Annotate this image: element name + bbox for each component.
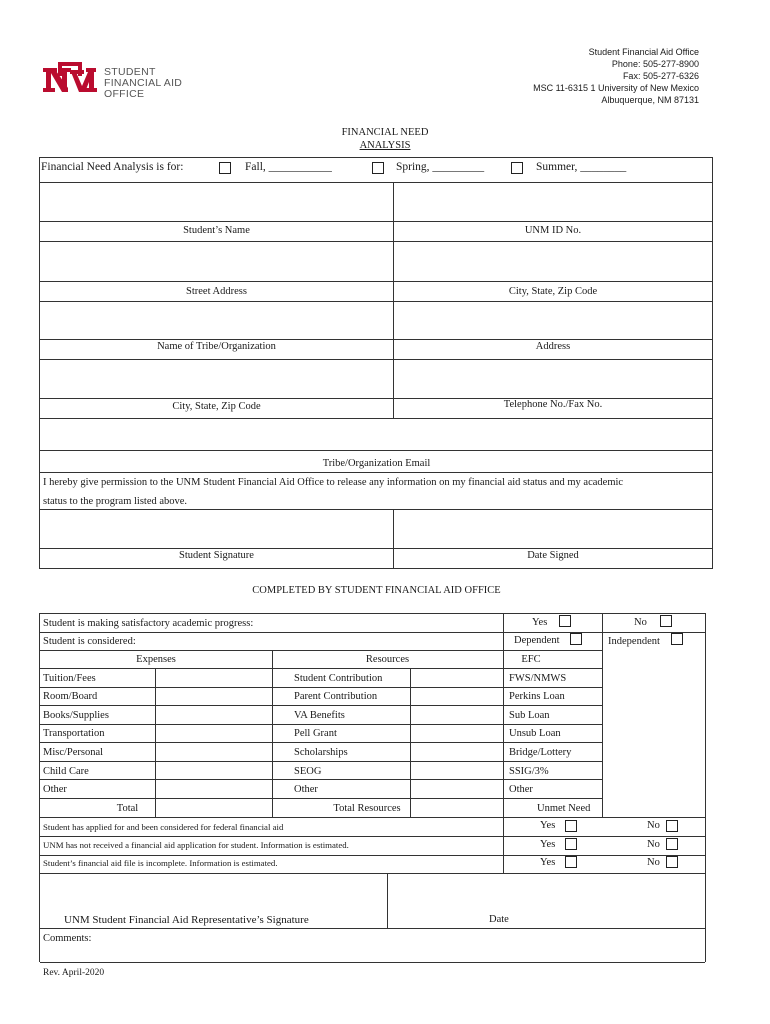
expense-childcare: Child Care (43, 766, 89, 777)
resource-parent-contribution: Parent Contribution (294, 691, 378, 702)
telephone-input[interactable] (395, 360, 711, 397)
office-address: MSC 11-6315 1 University of New Mexico (533, 83, 699, 93)
telephone-label: Telephone No./Fax No. (503, 399, 603, 410)
statement-applied-yes-checkbox[interactable] (565, 820, 577, 832)
summer-checkbox[interactable] (511, 162, 523, 174)
city-state-zip-label: City, State, Zip Code (508, 286, 598, 297)
tribe-city-input[interactable] (41, 360, 392, 397)
efc-header: EFC (521, 654, 541, 665)
spring-checkbox[interactable] (372, 162, 384, 174)
statement-applied-no-checkbox[interactable] (666, 820, 678, 832)
total-label: Total (116, 803, 139, 814)
statement-applied-no-label: No (647, 820, 660, 831)
tribe-name-input[interactable] (41, 302, 392, 338)
office-phone: Phone: 505-277-8900 (611, 59, 699, 69)
rep-signature-input[interactable] (41, 874, 386, 913)
office-name: Student Financial Aid Office (588, 47, 699, 57)
statement-applied-yes-label: Yes (540, 820, 556, 831)
office-city: Albuquerque, NM 87131 (601, 95, 699, 105)
summer-field[interactable]: Summer, ________ (536, 161, 627, 173)
date-signed-label: Date Signed (527, 550, 579, 561)
dependent-label: Dependent (514, 635, 560, 646)
spring-field[interactable]: Spring, _________ (396, 161, 485, 173)
expense-room: Room/Board (43, 691, 98, 702)
tribe-email-input[interactable] (41, 419, 711, 449)
statement-incomplete-no-checkbox[interactable] (666, 856, 678, 868)
dependent-checkbox[interactable] (570, 633, 582, 645)
fall-checkbox[interactable] (219, 162, 231, 174)
statement-incomplete-yes-checkbox[interactable] (565, 856, 577, 868)
comments-input[interactable] (100, 929, 704, 961)
form-title-line2: ANALYSIS (359, 140, 411, 151)
expense-misc: Misc/Personal (43, 747, 104, 758)
independent-label: Independent (608, 636, 660, 647)
aid-sub-loan: Sub Loan (509, 710, 550, 721)
statement-no-application-no-label: No (647, 839, 660, 850)
unm-id-label: UNM ID No. (524, 225, 582, 236)
revision-note: Rev. April-2020 (43, 968, 105, 978)
office-fax: Fax: 505-277-6326 (622, 71, 699, 81)
resource-scholarships: Scholarships (294, 747, 348, 758)
comments-label: Comments: (43, 933, 92, 944)
expense-tuition: Tuition/Fees (43, 673, 96, 684)
expense-books: Books/Supplies (43, 710, 109, 721)
tribe-address-input[interactable] (395, 302, 711, 338)
unm-logo-icon (42, 62, 98, 98)
resource-pell-grant: Pell Grant (294, 728, 337, 739)
statement-no-application-yes-checkbox[interactable] (565, 838, 577, 850)
progress-yes-label: Yes (532, 617, 548, 628)
unm-id-input[interactable] (395, 183, 711, 220)
statement-applied: Student has applied for and been considered for federal financial aid (43, 822, 284, 832)
street-address-input[interactable] (41, 242, 392, 280)
resource-other: Other (294, 784, 318, 795)
tribe-name-label: Name of Tribe/Organization (157, 341, 276, 352)
city-state-zip-input[interactable] (395, 242, 711, 280)
rep-date-input[interactable] (389, 874, 704, 913)
statement-no-application: UNM has not received a financial aid application for student. Information is estimated. (43, 840, 349, 850)
office-section-heading: COMPLETED BY STUDENT FINANCIAL AID OFFICE (252, 585, 501, 596)
expense-other: Other (43, 784, 67, 795)
aid-unsub-loan: Unsub Loan (509, 728, 561, 739)
tribe-city-label: City, State, Zip Code (172, 401, 261, 412)
fall-field[interactable]: Fall, ___________ (245, 161, 332, 173)
tribe-address-label: Address (535, 341, 571, 352)
statement-incomplete: Student’s financial aid file is incomplete. Information is estimated. (43, 858, 278, 868)
resource-va-benefits: VA Benefits (294, 710, 345, 721)
student-signature-label: Student Signature (179, 550, 254, 561)
analysis-for-label: Financial Need Analysis is for: (41, 161, 184, 173)
student-name-input[interactable] (41, 183, 392, 220)
considered-label: Student is considered: (43, 636, 136, 647)
expense-transportation: Transportation (43, 728, 105, 739)
aid-ssig: SSIG/3% (509, 766, 549, 777)
aid-perkins: Perkins Loan (509, 691, 565, 702)
permission-text-line2: status to the program listed above. (43, 496, 188, 507)
student-name-label: Student’s Name (183, 225, 250, 236)
resource-seog: SEOG (294, 766, 322, 777)
street-address-label: Street Address (186, 286, 247, 297)
logo-text-line1: STUDENT (104, 66, 156, 78)
date-signed-input[interactable] (395, 510, 711, 547)
aid-bridge-lottery: Bridge/Lottery (509, 747, 572, 758)
statement-incomplete-yes-label: Yes (540, 857, 556, 868)
aid-other: Other (509, 784, 533, 795)
expenses-header: Expenses (136, 654, 176, 665)
statement-no-application-yes-label: Yes (540, 839, 556, 850)
total-resources-label: Total Resources (333, 803, 401, 814)
rep-date-label: Date (489, 914, 509, 925)
logo-text-line2: FINANCIAL AID (104, 77, 183, 89)
unm-logo (42, 62, 182, 102)
progress-no-checkbox[interactable] (660, 615, 672, 627)
tribe-email-label: Tribe/Organization Email (322, 458, 431, 469)
independent-checkbox[interactable] (671, 633, 683, 645)
aid-fws: FWS/NMWS (509, 673, 567, 684)
student-signature-input[interactable] (41, 510, 392, 547)
statement-incomplete-no-label: No (647, 857, 660, 868)
resources-header: Resources (365, 654, 410, 665)
form-title-line1: FINANCIAL NEED (341, 127, 429, 138)
progress-label: Student is making satisfactory academic progress: (43, 618, 254, 629)
statement-no-application-no-checkbox[interactable] (666, 838, 678, 850)
rep-signature-label: UNM Student Financial Aid Representative’s Signature (64, 914, 309, 926)
permission-text-line1: I hereby give permission to the UNM Student Financial Aid Office to release any information on my financial aid status and my academic (43, 477, 624, 488)
logo-text-line3: OFFICE (104, 88, 145, 100)
progress-yes-checkbox[interactable] (559, 615, 571, 627)
unmet-need-label: Unmet Need (537, 803, 591, 814)
resource-student-contribution: Student Contribution (294, 673, 383, 684)
progress-no-label: No (634, 617, 647, 628)
